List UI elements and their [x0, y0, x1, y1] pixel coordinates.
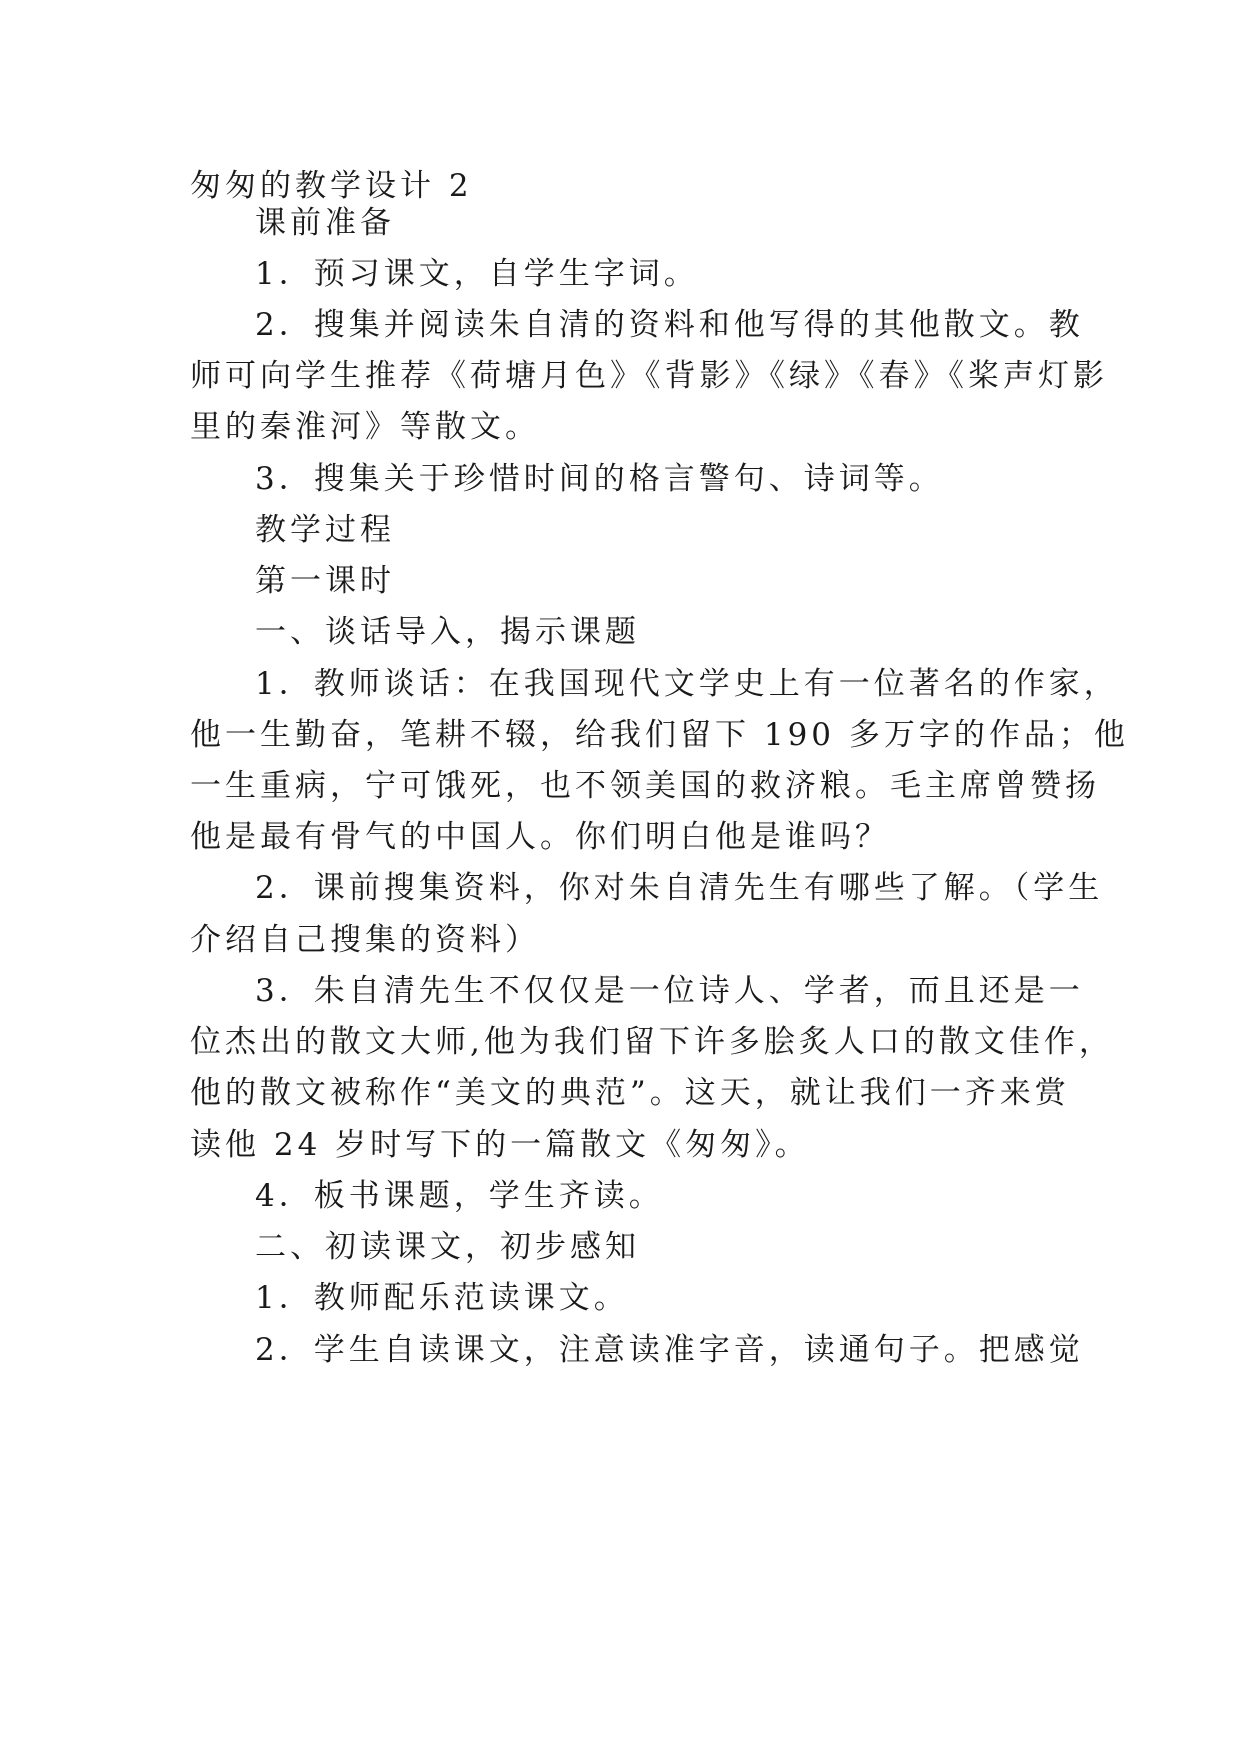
section-heading: 二、初读课文，初步感知 — [255, 1229, 640, 1265]
section-heading: 第一课时 — [255, 563, 395, 599]
paragraph-line: 2．学生自读课文，注意读准字音，读通句子。把感觉 — [255, 1332, 1084, 1368]
paragraph-line: 他是最有骨气的中国人。你们明白他是谁吗？ — [190, 819, 890, 855]
paragraph-line: 里的秦淮河》等散文。 — [190, 409, 540, 445]
paragraph-line: 师可向学生推荐《荷塘月色》《背影》《绿》《春》《桨声灯影 — [190, 358, 1108, 394]
section-heading: 教学过程 — [255, 512, 395, 548]
paragraph-line: 2．课前搜集资料，你对朱自清先生有哪些了解。（学生 — [255, 870, 1104, 906]
paragraph-line: 介绍自己搜集的资料） — [190, 922, 540, 958]
paragraph-line: 3．朱自清先生不仅仅是一位诗人、学者，而且还是一 — [255, 973, 1084, 1009]
paragraph-line: 4．板书课题，学生齐读。 — [255, 1178, 664, 1214]
paragraph-line: 3．搜集关于珍惜时间的格言警句、诗词等。 — [255, 461, 944, 497]
section-heading: 课前准备 — [255, 205, 395, 241]
paragraph-line: 1．预习课文，自学生字词。 — [255, 256, 699, 292]
paragraph-line: 一生重病，宁可饿死，也不领美国的救济粮。毛主席曾赞扬 — [190, 768, 1100, 804]
paragraph-line: 他的散文被称作“美文的典范”。这天，就让我们一齐来赏 — [190, 1075, 1070, 1111]
paragraph-line: 读他 24 岁时写下的一篇散文《匆匆》。 — [190, 1127, 810, 1163]
paragraph-line: 位杰出的散文大师,他为我们留下许多脍炙人口的散文佳作， — [190, 1024, 1114, 1060]
paragraph-line: 1．教师配乐范读课文。 — [255, 1280, 629, 1316]
paragraph-line: 他一生勤奋，笔耕不辍，给我们留下 190 多万字的作品；他 — [190, 717, 1129, 753]
paragraph-line: 2．搜集并阅读朱自清的资料和他写得的其他散文。教 — [255, 307, 1084, 343]
document-title: 匆匆的教学设计 2 — [190, 168, 473, 204]
paragraph-line: 1．教师谈话：在我国现代文学史上有一位著名的作家， — [255, 666, 1119, 702]
section-heading: 一、谈话导入，揭示课题 — [255, 614, 640, 650]
